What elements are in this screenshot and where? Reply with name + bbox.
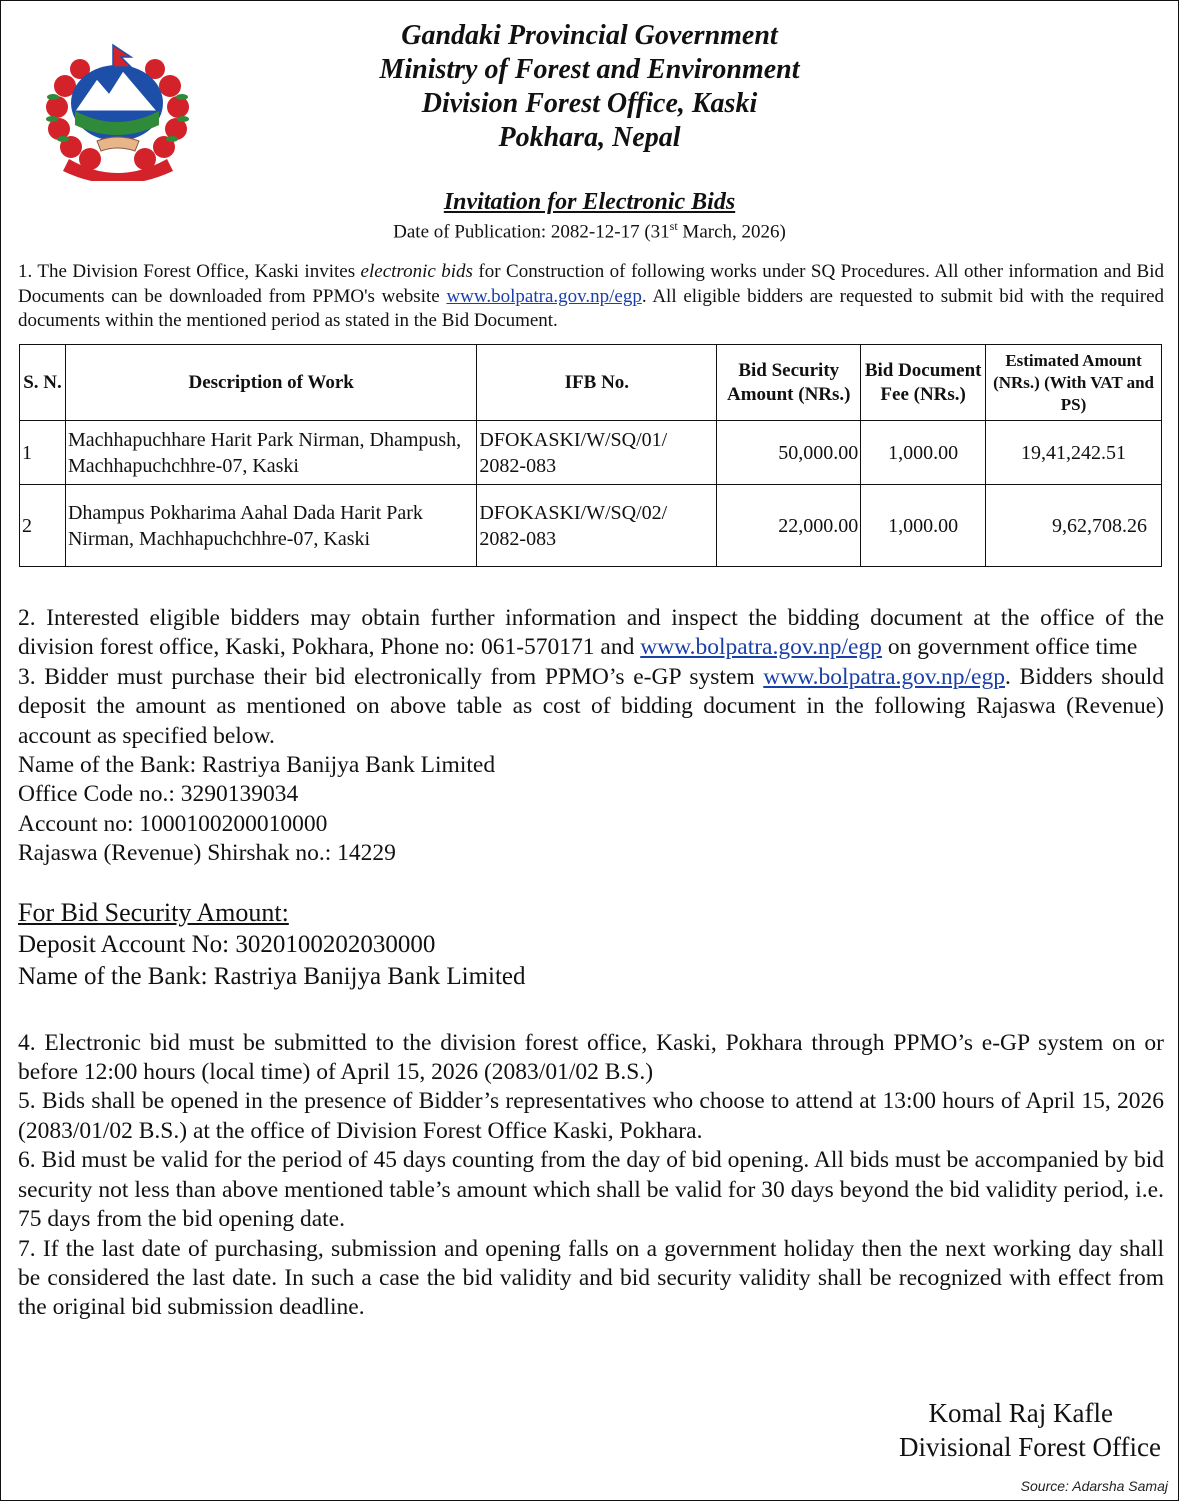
bolpatra-link[interactable]: www.bolpatra.gov.np/egp <box>640 634 882 661</box>
cell-bid-security: 50,000.00 <box>717 421 861 485</box>
paragraph-4: 4. Electronic bid must be submitted to the division forest office, Kaski, Pokhara through PPMO’s e-GP system on or before 12:00 hours (local time) of April 15, 2026 (2083/01/02 B.S.) <box>18 1029 1164 1086</box>
header-doc-fee: Bid Document Fee (NRs.) <box>861 345 986 421</box>
signatory-name: Komal Raj Kafle <box>928 1398 1113 1428</box>
paragraph-6: 6. Bid must be valid for the period of 45 days counting from the day of bid opening. All bids must be accompanied by bid security not less than above mentioned table’s amount which shall be valid for 30 days beyond the bid validity period, i.e. 75 days from the bid opening date. <box>18 1147 1164 1233</box>
notice-body <box>18 604 1164 1323</box>
table-row <box>20 485 1162 567</box>
header-line-ministry: Ministry of Forest and Environment <box>379 54 800 85</box>
paragraph-7: 7. If the last date of purchasing, submission and opening falls on a government holiday then the next working day shall be considered the last date. In such a case the bid validity and bid security validity shall be recognized with effect from the original bid submission deadline. <box>18 1235 1164 1321</box>
header-line-government: Gandaki Provincial Government <box>401 20 778 51</box>
cell-doc-fee: 1,000.00 <box>861 421 986 485</box>
signatory-title: Divisional Forest Office <box>899 1432 1161 1462</box>
header-ifb: IFB No. <box>477 345 717 421</box>
works-table <box>19 344 1162 567</box>
bid-security-deposit-account: Deposit Account No: 3020100202030000 <box>18 930 436 958</box>
cell-description: Dhampus Pokharima Aahal Dada Harit Park Nirman, Machhapuchchhre-07, Kaski <box>65 485 476 567</box>
cell-estimate: 9,62,708.26 <box>986 485 1162 567</box>
paragraph-2: 2. Interested eligible bidders may obtain further information and inspect the bidding document at the office of the division forest office, Kaski, Pokhara, Phone no: 061-570171 and www.bolpatra.gov.np/egp on government office time <box>18 605 1164 661</box>
notice-title: Invitation for Electronic Bids <box>443 189 736 215</box>
paragraph-3: 3. Bidder must purchase their bid electronically from PPMO’s e-GP system www.bolpatra.gov.np/egp. Bidders should deposit the amount as mentioned on above table as cost of bidding document in the following Rajaswa (Revenue) account as specified below. <box>18 663 1164 749</box>
cell-ifb: DFOKASKI/W/SQ/01/ 2082-083 <box>477 421 717 485</box>
revenue-office-code: Office Code no.: 3290139034 <box>18 781 299 808</box>
publication-date: Date of Publication: 2082-12-17 (31st March, 2026) <box>393 219 786 243</box>
paragraph-5: 5. Bids shall be opened in the presence of Bidder’s representatives who choose to attend at 13:00 hours of April 15, 2026 (2083/01/02 B.S.) at the office of Division Forest Office Kaski, Pokhara. <box>18 1088 1164 1144</box>
bolpatra-link[interactable]: www.bolpatra.gov.np/egp <box>446 285 642 307</box>
revenue-shirshak-number: Rajaswa (Revenue) Shirshak no.: 14229 <box>18 840 396 867</box>
bid-security-title: For Bid Security Amount: <box>18 897 289 927</box>
cell-estimate: 19,41,242.51 <box>986 421 1162 485</box>
source-credit: Source: Adarsha Samaj <box>1020 1478 1168 1494</box>
cell-sn: 1 <box>20 421 66 485</box>
bolpatra-link[interactable]: www.bolpatra.gov.np/egp <box>763 663 1005 690</box>
header-description: Description of Work <box>65 345 476 421</box>
cell-bid-security: 22,000.00 <box>717 485 861 567</box>
cell-sn: 2 <box>20 485 66 567</box>
cell-doc-fee: 1,000.00 <box>861 485 986 567</box>
revenue-bank-name: Name of the Bank: Rastriya Banijya Bank Limited <box>18 752 496 779</box>
signature-block <box>899 1396 1161 1464</box>
paragraph-1: 1. The Division Forest Office, Kaski invites electronic bids for Construction of following works under SQ Procedures. All other information and Bid Documents can be downloaded from PPMO's website www.bolpatra.gov.np/egp. All eligible bidders are requested to submit bid with the required documents within the mentioned period as stated in the Bid Document. <box>18 261 1165 331</box>
header-line-location: Pokhara, Nepal <box>498 122 681 153</box>
header-sn: S. N. <box>20 345 66 421</box>
office-header <box>1 19 1178 155</box>
header-estimate: Estimated Amount (NRs.) (With VAT and PS) <box>986 345 1162 421</box>
revenue-account-number: Account no: 1000100200010000 <box>18 810 328 837</box>
cell-description: Machhapuchhare Harit Park Nirman, Dhampush, Machhapuchchhre-07, Kaski <box>65 421 476 485</box>
header-bid-security: Bid Security Amount (NRs.) <box>717 345 861 421</box>
header-line-office: Division Forest Office, Kaski <box>421 88 758 119</box>
table-row <box>20 421 1162 485</box>
bid-security-bank-name: Name of the Bank: Rastriya Banijya Bank Limited <box>18 962 526 990</box>
cell-ifb: DFOKASKI/W/SQ/02/ 2082-083 <box>477 485 717 567</box>
